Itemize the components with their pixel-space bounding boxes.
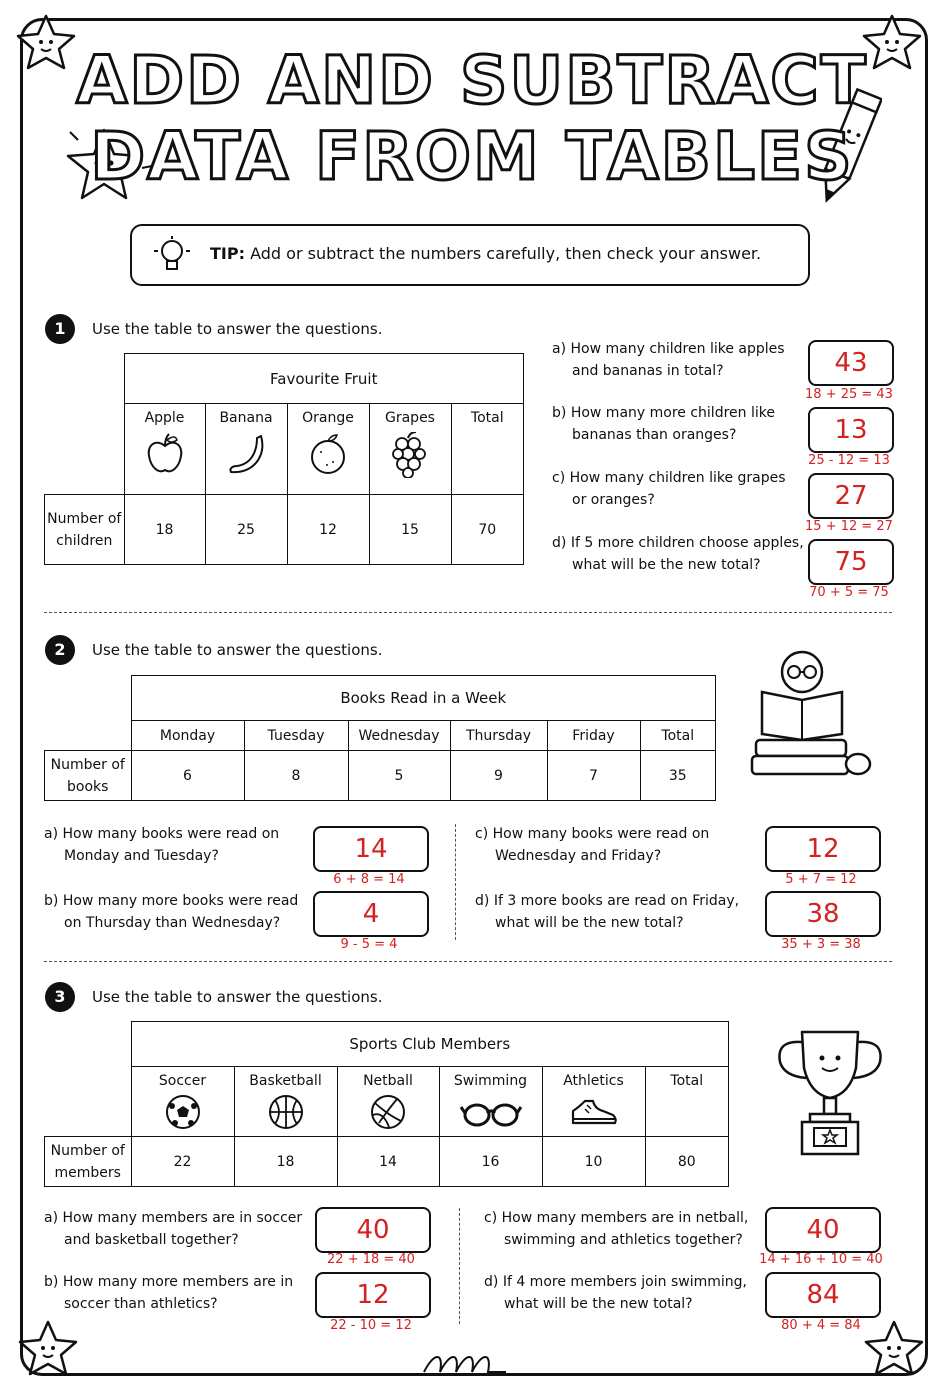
column-divider — [459, 1208, 460, 1324]
question-2c: c) How many books were read on Wednesday and Friday? — [475, 826, 710, 864]
answer-calculation: 14 + 16 + 10 = 40 — [759, 1252, 883, 1267]
question-number: 3 — [45, 982, 75, 1012]
answer-box[interactable]: 43 — [808, 340, 894, 386]
trophy-icon — [770, 1020, 890, 1165]
star-icon — [16, 1318, 86, 1378]
column-header: Total — [640, 721, 716, 751]
answer-calculation: 6 + 8 = 14 — [333, 872, 405, 887]
column-header-total: Total — [451, 404, 524, 495]
answer-box[interactable]: 40 — [765, 1207, 881, 1253]
books-read-table — [44, 675, 716, 801]
answer-calculation: 80 + 4 = 84 — [781, 1318, 861, 1333]
orange-icon — [307, 432, 349, 476]
answer-calculation: 25 - 12 = 13 — [808, 453, 890, 468]
table-caption: Sports Club Members — [131, 1022, 729, 1067]
question-number: 2 — [45, 635, 75, 665]
answer-box[interactable]: 40 — [315, 1207, 431, 1253]
column-header-apple: Apple — [124, 404, 205, 495]
instruction: Use the table to answer the questions. — [92, 320, 383, 338]
table-caption: Books Read in a Week — [131, 676, 716, 721]
apple-icon — [145, 432, 185, 476]
table-cell: 5 — [348, 751, 450, 801]
favourite-fruit-table — [44, 353, 524, 565]
answer-box[interactable]: 27 — [808, 473, 894, 519]
row-label: Number of children — [45, 495, 125, 565]
question-3a: a) How many members are in soccer and basketball together? — [44, 1210, 303, 1248]
instruction: Use the table to answer the questions. — [92, 988, 383, 1006]
question-1d: d) If 5 more children choose apples, what will be the new total? — [552, 535, 804, 573]
boy-reading-books-icon — [748, 640, 878, 790]
goggles-icon — [459, 1093, 523, 1131]
column-divider — [455, 824, 456, 940]
column-header-total: Total — [645, 1067, 729, 1137]
table-caption: Favourite Fruit — [124, 354, 524, 404]
answer-calculation: 22 - 10 = 12 — [330, 1318, 412, 1333]
column-header: Thursday — [450, 721, 547, 751]
tip-box — [130, 224, 810, 286]
row-label: Number of books — [45, 751, 132, 801]
table-cell: 18 — [234, 1137, 337, 1187]
question-2d: d) If 3 more books are read on Friday, what will be the new total? — [475, 893, 740, 931]
netball-icon — [369, 1093, 407, 1131]
answer-calculation: 18 + 25 = 43 — [805, 387, 893, 402]
table-cell: 10 — [542, 1137, 645, 1187]
column-header-grapes: Grapes — [369, 404, 451, 495]
table-cell: 25 — [205, 495, 287, 565]
instruction: Use the table to answer the questions. — [92, 641, 383, 659]
sneaker-icon — [569, 1093, 619, 1131]
answer-calculation: 9 - 5 = 4 — [340, 937, 398, 952]
answer-box[interactable]: 14 — [313, 826, 429, 872]
answer-calculation: 70 + 5 = 75 — [809, 585, 889, 600]
answer-box[interactable]: 12 — [315, 1272, 431, 1318]
question-2b: b) How many more books were read on Thursday than Wednesday? — [44, 893, 299, 931]
column-header: Friday — [547, 721, 640, 751]
lightbulb-icon — [150, 234, 194, 276]
column-header: Monday — [131, 721, 244, 751]
section-divider — [44, 612, 892, 613]
grapes-icon — [390, 432, 430, 478]
column-header-soccer: Soccer — [131, 1067, 234, 1137]
table-cell: 7 — [547, 751, 640, 801]
answer-box[interactable]: 12 — [765, 826, 881, 872]
column-header: Wednesday — [348, 721, 450, 751]
column-header-swimming: Swimming — [439, 1067, 542, 1137]
row-label: Number of members — [45, 1137, 132, 1187]
answer-box[interactable]: 75 — [808, 539, 894, 585]
column-header-basketball: Basketball — [234, 1067, 337, 1137]
table-cell: 35 — [640, 751, 716, 801]
question-3b: b) How many more members are in soccer than athletics? — [44, 1274, 294, 1312]
answer-calculation: 15 + 12 = 27 — [805, 519, 893, 534]
answer-box[interactable]: 84 — [765, 1272, 881, 1318]
sports-club-table — [44, 1021, 729, 1187]
answer-box[interactable]: 38 — [765, 891, 881, 937]
table-cell: 16 — [439, 1137, 542, 1187]
table-cell: 18 — [124, 495, 205, 565]
column-header-athletics: Athletics — [542, 1067, 645, 1137]
table-cell: 22 — [131, 1137, 234, 1187]
table-cell: 15 — [369, 495, 451, 565]
table-cell: 9 — [450, 751, 547, 801]
answer-calculation: 22 + 18 = 40 — [327, 1252, 415, 1267]
section-divider — [44, 961, 892, 962]
question-3d: d) If 4 more members join swimming, what will be the new total? — [484, 1274, 747, 1312]
title-line-2: DATA FROM TABLES — [90, 118, 854, 195]
column-header-netball: Netball — [337, 1067, 439, 1137]
question-1b: b) How many more children like bananas than oranges? — [552, 405, 775, 443]
question-3c: c) How many members are in netball, swimming and athletics together? — [484, 1210, 749, 1248]
question-1a: a) How many children like apples and bananas in total? — [552, 341, 785, 379]
column-header: Tuesday — [244, 721, 348, 751]
soccer-ball-icon — [164, 1093, 202, 1131]
basketball-icon — [267, 1093, 305, 1131]
table-cell: 14 — [337, 1137, 439, 1187]
question-number: 1 — [45, 314, 75, 344]
question-2a: a) How many books were read on Monday and Tuesday? — [44, 826, 280, 864]
table-cell: 6 — [131, 751, 244, 801]
tip-text: Add or subtract the numbers carefully, then check your answer. — [250, 244, 762, 263]
answer-box[interactable]: 4 — [313, 891, 429, 937]
column-header-banana: Banana — [205, 404, 287, 495]
answer-calculation: 35 + 3 = 38 — [781, 937, 861, 952]
loop-doodle-icon — [420, 1350, 510, 1380]
banana-icon — [223, 432, 269, 476]
table-cell: 8 — [244, 751, 348, 801]
question-1c: c) How many children like grapes or oranges? — [552, 470, 786, 508]
answer-calculation: 5 + 7 = 12 — [785, 872, 857, 887]
title-line-1: ADD AND SUBTRACT — [76, 42, 868, 119]
answer-box[interactable]: 13 — [808, 407, 894, 453]
column-header-orange: Orange — [287, 404, 369, 495]
table-cell: 80 — [645, 1137, 729, 1187]
table-cell: 12 — [287, 495, 369, 565]
table-cell: 70 — [451, 495, 524, 565]
tip-label: TIP: — [210, 244, 245, 263]
